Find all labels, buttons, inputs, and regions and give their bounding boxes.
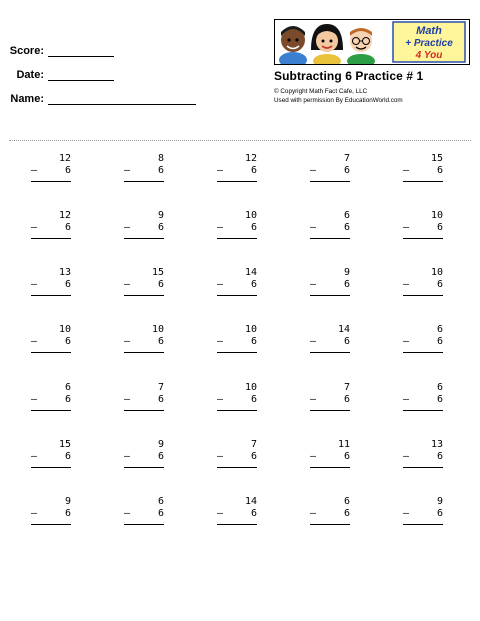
permission-text: Used with permission By EducationWorld.com: [274, 97, 403, 104]
minuend: 14: [244, 496, 257, 507]
subtrahend: 6: [64, 394, 71, 405]
minuend: 6: [343, 210, 350, 221]
minuend: 11: [337, 439, 350, 450]
subtraction-problem: [31, 210, 71, 244]
minuend: 12: [244, 153, 257, 164]
subtrahend: 6: [64, 336, 71, 347]
answer-line[interactable]: [217, 352, 257, 353]
subtrahend: 6: [343, 451, 350, 462]
subtrahend: 6: [64, 279, 71, 290]
minus-sign: –: [217, 394, 224, 405]
minus-sign: –: [403, 222, 410, 233]
subtrahend: 6: [343, 279, 350, 290]
minus-sign: –: [217, 451, 224, 462]
answer-line[interactable]: [31, 181, 71, 182]
subtraction-problem: [31, 439, 71, 473]
subtraction-problem: [217, 382, 257, 416]
subtraction-problem: [310, 324, 350, 358]
answer-line[interactable]: [403, 238, 443, 239]
subtraction-problem: [217, 324, 257, 358]
minus-sign: –: [31, 279, 38, 290]
subtraction-problem: [310, 496, 350, 530]
subtrahend: 6: [157, 165, 164, 176]
score-label: Score:: [9, 45, 44, 57]
subtraction-problem: [403, 210, 443, 244]
math-practice-logo: [274, 19, 470, 65]
answer-line[interactable]: [310, 238, 350, 239]
score-blank-line[interactable]: [48, 56, 114, 57]
subtrahend: 6: [157, 336, 164, 347]
minus-sign: –: [31, 508, 38, 519]
subtrahend: 6: [64, 508, 71, 519]
answer-line[interactable]: [217, 410, 257, 411]
answer-line[interactable]: [403, 524, 443, 525]
math-sign-icon: [393, 22, 465, 62]
minus-sign: –: [124, 336, 131, 347]
minuend: 6: [343, 496, 350, 507]
answer-line[interactable]: [310, 467, 350, 468]
answer-line[interactable]: [217, 238, 257, 239]
minuend: 10: [430, 267, 443, 278]
answer-line[interactable]: [124, 181, 164, 182]
minus-sign: –: [124, 508, 131, 519]
subtrahend: 6: [436, 451, 443, 462]
subtrahend: 6: [250, 222, 257, 233]
minuend: 12: [58, 153, 71, 164]
minus-sign: –: [403, 336, 410, 347]
subtrahend: 6: [157, 394, 164, 405]
subtraction-problem: [124, 496, 164, 530]
subtraction-problem: [124, 439, 164, 473]
subtraction-problem: [310, 439, 350, 473]
minus-sign: –: [124, 165, 131, 176]
minuend: 10: [151, 324, 164, 335]
answer-line[interactable]: [31, 410, 71, 411]
subtrahend: 6: [250, 508, 257, 519]
date-blank-line[interactable]: [48, 80, 114, 81]
minus-sign: –: [217, 165, 224, 176]
minuend: 15: [151, 267, 164, 278]
minuend: 15: [430, 153, 443, 164]
kid-boy-icon: [279, 26, 307, 64]
minuend: 7: [343, 153, 350, 164]
subtraction-problem: [403, 153, 443, 187]
answer-line[interactable]: [31, 467, 71, 468]
minuend: 7: [343, 382, 350, 393]
subtraction-problem: [31, 382, 71, 416]
answer-line[interactable]: [310, 181, 350, 182]
minus-sign: –: [403, 165, 410, 176]
name-label: Name:: [10, 93, 44, 105]
minuend: 9: [157, 439, 164, 450]
minus-sign: –: [124, 279, 131, 290]
subtrahend: 6: [436, 508, 443, 519]
answer-line[interactable]: [403, 352, 443, 353]
minuend: 10: [58, 324, 71, 335]
answer-line[interactable]: [403, 467, 443, 468]
subtrahend: 6: [343, 165, 350, 176]
subtrahend: 6: [436, 222, 443, 233]
subtraction-problem: [217, 153, 257, 187]
minus-sign: –: [31, 451, 38, 462]
minus-sign: –: [31, 394, 38, 405]
subtraction-problem: [217, 496, 257, 530]
minus-sign: –: [217, 222, 224, 233]
answer-line[interactable]: [310, 410, 350, 411]
subtrahend: 6: [436, 336, 443, 347]
subtraction-problem: [310, 210, 350, 244]
subtraction-problem: [403, 267, 443, 301]
minus-sign: –: [403, 508, 410, 519]
minus-sign: –: [217, 336, 224, 347]
answer-line[interactable]: [124, 524, 164, 525]
minuend: 14: [337, 324, 350, 335]
logo-illustration: [275, 20, 469, 64]
minuend: 8: [157, 153, 164, 164]
subtraction-problem: [124, 210, 164, 244]
subtrahend: 6: [64, 222, 71, 233]
subtraction-problem: [217, 210, 257, 244]
minuend: 13: [58, 267, 71, 278]
minus-sign: –: [310, 394, 317, 405]
minus-sign: –: [217, 279, 224, 290]
minuend: 12: [58, 210, 71, 221]
subtraction-problem: [403, 439, 443, 473]
minuend: 9: [436, 496, 443, 507]
answer-line[interactable]: [310, 524, 350, 525]
answer-line[interactable]: [217, 467, 257, 468]
minus-sign: –: [31, 165, 38, 176]
subtraction-problem: [124, 153, 164, 187]
minuend: 6: [157, 496, 164, 507]
answer-line[interactable]: [217, 295, 257, 296]
logo-text-4you: 4 You: [415, 50, 443, 61]
answer-line[interactable]: [217, 524, 257, 525]
subtraction-problem: [31, 324, 71, 358]
subtrahend: 6: [436, 165, 443, 176]
minus-sign: –: [124, 451, 131, 462]
subtraction-problem: [31, 267, 71, 301]
answer-line[interactable]: [31, 238, 71, 239]
answer-line[interactable]: [403, 410, 443, 411]
subtraction-problem: [310, 153, 350, 187]
subtraction-problem: [310, 382, 350, 416]
kid-glasses-icon: [347, 28, 375, 64]
subtraction-problem: [403, 496, 443, 530]
copyright-text: © Copyright Math Fact Cafe, LLC: [274, 88, 368, 95]
subtrahend: 6: [343, 336, 350, 347]
subtraction-problem: [217, 267, 257, 301]
minuend: 7: [250, 439, 257, 450]
minus-sign: –: [310, 336, 317, 347]
answer-line[interactable]: [310, 295, 350, 296]
subtraction-problem: [124, 324, 164, 358]
page-title: Subtracting 6 Practice # 1: [274, 69, 424, 83]
answer-line[interactable]: [31, 295, 71, 296]
minus-sign: –: [403, 279, 410, 290]
minuend: 10: [430, 210, 443, 221]
date-label: Date:: [16, 69, 44, 81]
subtraction-problem: [403, 324, 443, 358]
answer-line[interactable]: [403, 181, 443, 182]
subtraction-problem: [124, 382, 164, 416]
minus-sign: –: [310, 165, 317, 176]
kid-girl-icon: [311, 24, 343, 64]
subtraction-problem: [310, 267, 350, 301]
minuend: 9: [157, 210, 164, 221]
minus-sign: –: [310, 451, 317, 462]
minuend: 6: [64, 382, 71, 393]
subtrahend: 6: [157, 222, 164, 233]
answer-line[interactable]: [31, 524, 71, 525]
subtraction-problem: [31, 153, 71, 187]
minus-sign: –: [310, 279, 317, 290]
minuend: 13: [430, 439, 443, 450]
header-divider: [9, 140, 471, 141]
minuend: 10: [244, 382, 257, 393]
logo-text-practice: + Practice: [405, 38, 453, 49]
minus-sign: –: [31, 336, 38, 347]
subtrahend: 6: [250, 165, 257, 176]
answer-line[interactable]: [217, 181, 257, 182]
subtrahend: 6: [157, 508, 164, 519]
subtrahend: 6: [250, 279, 257, 290]
minuend: 6: [436, 324, 443, 335]
answer-line[interactable]: [124, 467, 164, 468]
subtraction-problem: [31, 496, 71, 530]
minus-sign: –: [403, 394, 410, 405]
logo-text-math: Math: [416, 25, 442, 37]
answer-line[interactable]: [124, 238, 164, 239]
subtrahend: 6: [436, 394, 443, 405]
minuend: 9: [343, 267, 350, 278]
answer-line[interactable]: [124, 352, 164, 353]
subtrahend: 6: [343, 222, 350, 233]
subtrahend: 6: [157, 451, 164, 462]
subtraction-problem: [124, 267, 164, 301]
subtrahend: 6: [436, 279, 443, 290]
subtrahend: 6: [64, 451, 71, 462]
subtraction-problem: [403, 382, 443, 416]
minus-sign: –: [31, 222, 38, 233]
minus-sign: –: [124, 222, 131, 233]
subtrahend: 6: [250, 394, 257, 405]
subtrahend: 6: [343, 508, 350, 519]
minuend: 15: [58, 439, 71, 450]
subtraction-problem: [217, 439, 257, 473]
name-blank-line[interactable]: [48, 104, 196, 105]
minuend: 14: [244, 267, 257, 278]
subtrahend: 6: [250, 336, 257, 347]
minuend: 9: [64, 496, 71, 507]
answer-line[interactable]: [124, 295, 164, 296]
answer-line[interactable]: [403, 295, 443, 296]
subtrahend: 6: [157, 279, 164, 290]
subtrahend: 6: [64, 165, 71, 176]
minus-sign: –: [124, 394, 131, 405]
minuend: 10: [244, 324, 257, 335]
minuend: 6: [436, 382, 443, 393]
minus-sign: –: [217, 508, 224, 519]
subtrahend: 6: [250, 451, 257, 462]
minus-sign: –: [403, 451, 410, 462]
answer-line[interactable]: [310, 352, 350, 353]
minus-sign: –: [310, 222, 317, 233]
minuend: 7: [157, 382, 164, 393]
minuend: 10: [244, 210, 257, 221]
minus-sign: –: [310, 508, 317, 519]
subtrahend: 6: [343, 394, 350, 405]
answer-line[interactable]: [124, 410, 164, 411]
answer-line[interactable]: [31, 352, 71, 353]
